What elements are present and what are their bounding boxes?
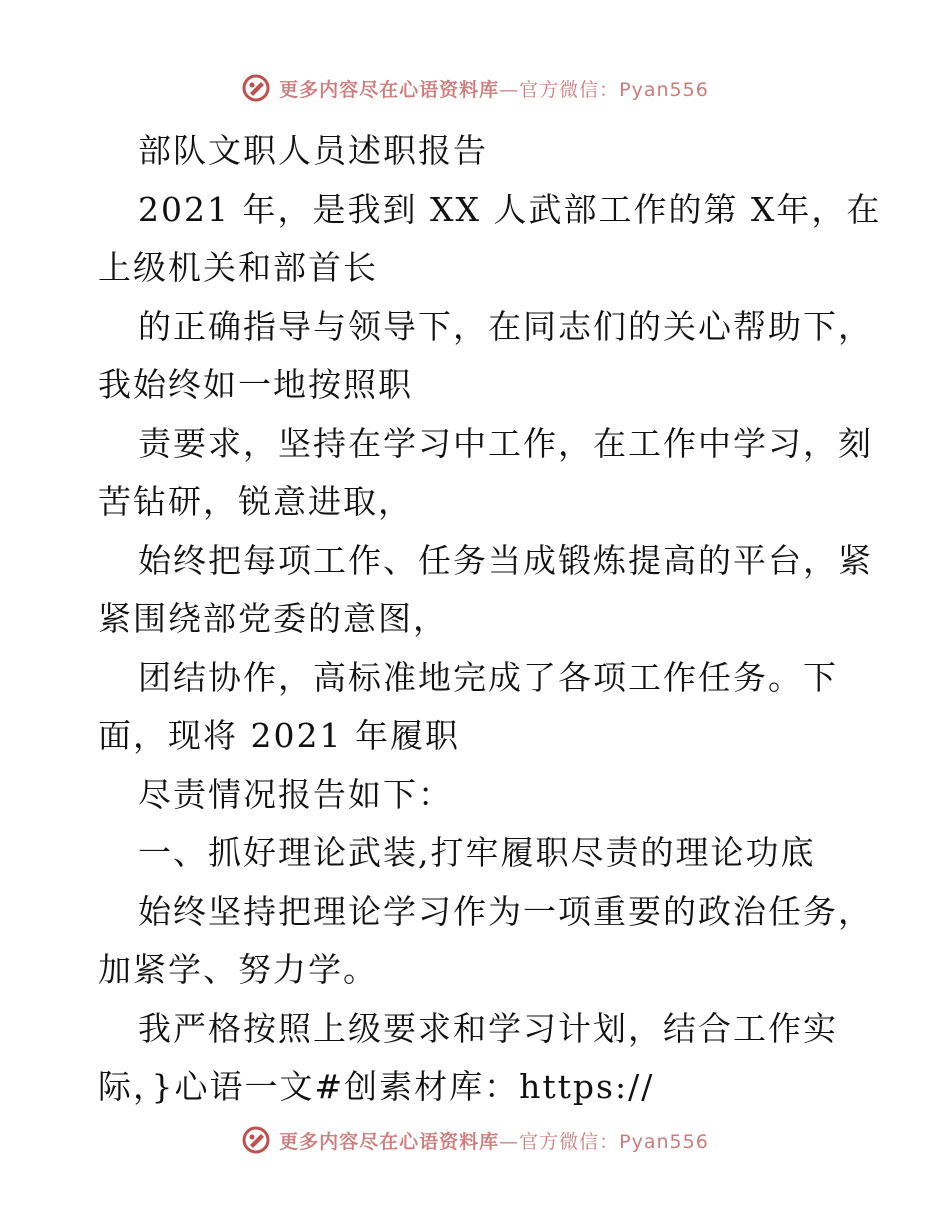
watermark-wechat: 官方微信：Pyan556 <box>519 78 709 101</box>
paragraph-line: 苦钻研，锐意进取， <box>98 482 413 521</box>
paragraph-line: 的正确指导与领导下，在同志们的关心帮助下， <box>138 306 873 346</box>
paragraph-line: 我始终如一地按照职 <box>98 365 413 404</box>
watermark-text <box>279 75 709 102</box>
paragraph-line: 尽责情况报告如下： <box>138 774 453 814</box>
paragraph-line: 际，}心语一文#创素材库：https:// <box>98 1067 655 1106</box>
paragraph-line: 始终把每项工作、任务当成锻炼提高的平台，紧 <box>138 540 873 580</box>
brand-logo-icon <box>241 73 271 103</box>
paragraph-line: 我严格按照上级要求和学习计划，结合工作实 <box>138 1008 838 1048</box>
document-title: 部队文职人员述职报告 <box>138 131 488 170</box>
paragraph-line: 2021 年，是我到 XX 人武部工作的第 X年，在 <box>138 189 882 229</box>
watermark-text <box>279 1127 709 1154</box>
document-body <box>98 122 882 1117</box>
paragraph-line: 上级机关和部首长 <box>98 248 378 287</box>
watermark-separator: — <box>499 78 520 101</box>
watermark-brand: 更多内容尽在心语资料库 <box>279 78 500 101</box>
watermark-brand: 更多内容尽在心语资料库 <box>279 1130 500 1153</box>
paragraph-line: 团结协作，高标准地完成了各项工作任务。下 <box>138 657 838 697</box>
header-watermark <box>0 68 950 108</box>
brand-logo-icon <box>241 1125 271 1155</box>
paragraph-line: 责要求，坚持在学习中工作，在工作中学习，刻 <box>138 423 873 463</box>
paragraph-line: 面，现将 2021 年履职 <box>98 716 460 755</box>
section-heading: 一、抓好理论武装,打牢履职尽责的理论功底 <box>138 833 816 872</box>
paragraph-line: 紧围绕部党委的意图， <box>98 599 448 638</box>
watermark-wechat: 官方微信：Pyan556 <box>519 1130 709 1153</box>
watermark-separator: — <box>499 1130 520 1153</box>
paragraph-line: 始终坚持把理论学习作为一项重要的政治任务， <box>138 891 873 931</box>
footer-watermark <box>0 1120 950 1160</box>
paragraph-line: 加紧学、努力学。 <box>98 950 378 989</box>
